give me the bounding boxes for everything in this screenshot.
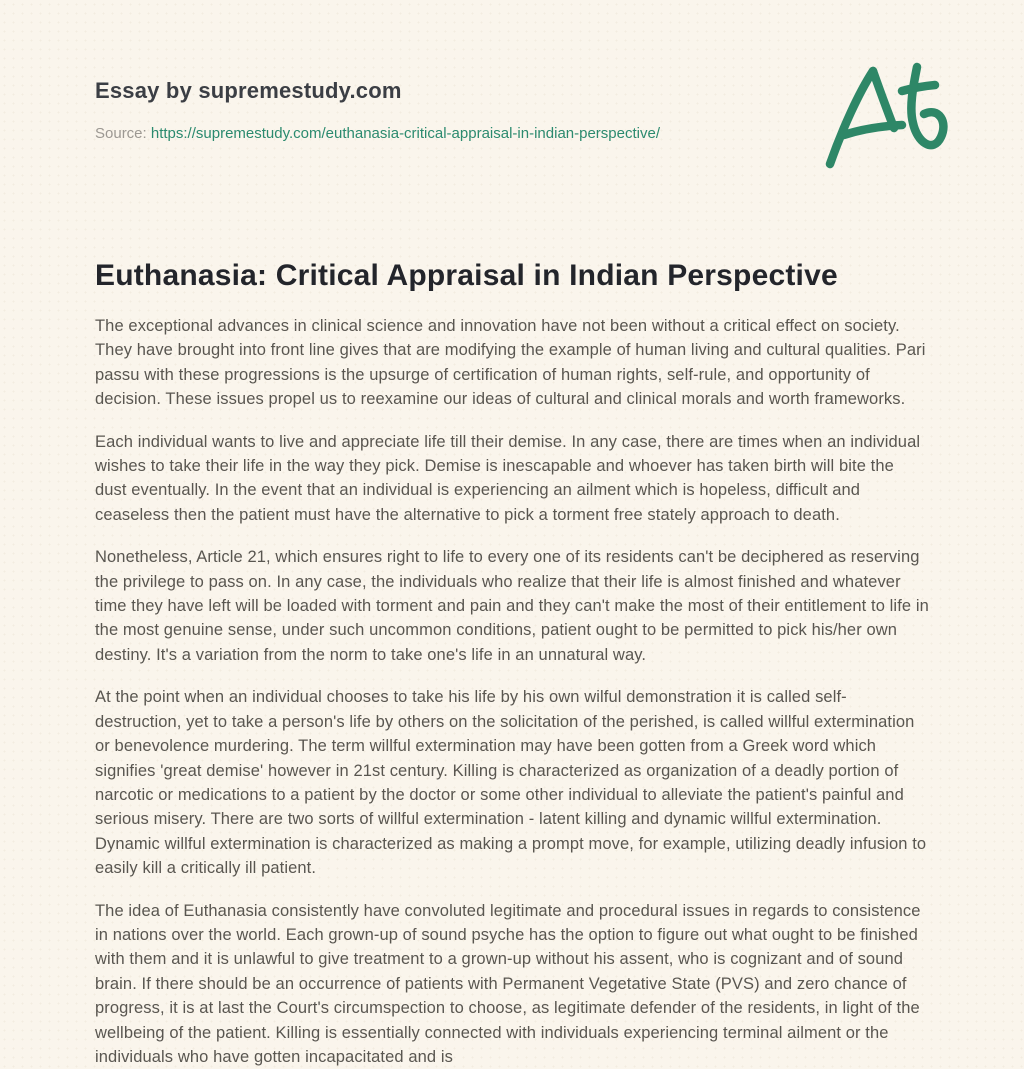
essay-paragraph-2: Each individual wants to live and appreciate life till their demise. In any case, there are times when an individual wishes to take their life in the way they pick. Demise is inescapable and whoever has taken birth will bite the dust eventually. In the event that an individual is experiencing an ailment which is hopeless, difficult and ceaseless then the patient must have the alternative to pick a torment free stately approach to death.: [95, 432, 921, 524]
essay-body: [95, 314, 930, 1069]
source-line: [95, 125, 930, 143]
essay-paragraph-3: Nonetheless, Article 21, which ensures right to life to every one of its residents can't be deciphered as reserving the privilege to pass on. In any case, the individuals who realize that their life is almost finished and whatever time they have left will be loaded with torment and pain and they can't make the most of their entitlement to life in the most genuine sense, under such uncommon conditions, patient ought to be permitted to pick his/her own destiny. It's a variation from the norm to take one's life in an unnatural way.: [95, 548, 929, 664]
essay-paragraph-5: The idea of Euthanasia consistently have convoluted legitimate and procedural issues in regards to consistence in nations over the world. Each grown-up of sound psyche has the option to figure out what ought to be finished with them and it is unlawful to give treatment to a grown-up without his assent, who is cognizant and of sound brain. If there should be an occurrence of patients with Permanent Vegetative State (PVS) and zero chance of progress, it is at last the Court's circumspection to choose, as legitimate defender of the residents, in light of the wellbeing of the patient. Killing is essentially connected with individuals experiencing terminal ailment or the individuals who have gotten incapacitated and is: [95, 901, 921, 1066]
a-plus-logo-icon: [820, 62, 948, 172]
source-label: Source:: [95, 125, 147, 142]
source-url-link[interactable]: https://supremestudy.com/euthanasia-critical-appraisal-in-indian-perspective/: [150, 125, 660, 142]
essay-byline: Essay by supremestudy.com: [95, 78, 402, 103]
essay-paragraph-4: At the point when an individual chooses to take his life by his own wilful demonstration it is called self-destruction, yet to take a person's life by others on the solicitation of the perished, is called willful extermination or benevolence murdering. The term willful extermination may have been gotten from a Greek word which signifies 'great demise' however in 21st century. Killing is characterized as organization of a deadly portion of narcotic or medications to a patient by the doctor or some other individual to alleviate the patient's painful and serious misery. There are two sorts of willful extermination - latent killing and dynamic willful extermination. Dynamic willful extermination is characterized as making a prompt move, for example, utilizing deadly infusion to easily kill a critically ill patient.: [95, 688, 927, 878]
essay-title: Euthanasia: Critical Appraisal in Indian Perspective: [95, 259, 838, 292]
essay-paragraph-1: The exceptional advances in clinical science and innovation have not been without a critical effect on society. They have brought into front line gives that are modifying the example of human living and cultural qualities. Pari passu with these progressions is the upsurge of certification of human rights, self-rule, and opportunity of decision. These issues propel us to reexamine our ideas of cultural and clinical morals and worth frameworks.: [95, 317, 926, 409]
